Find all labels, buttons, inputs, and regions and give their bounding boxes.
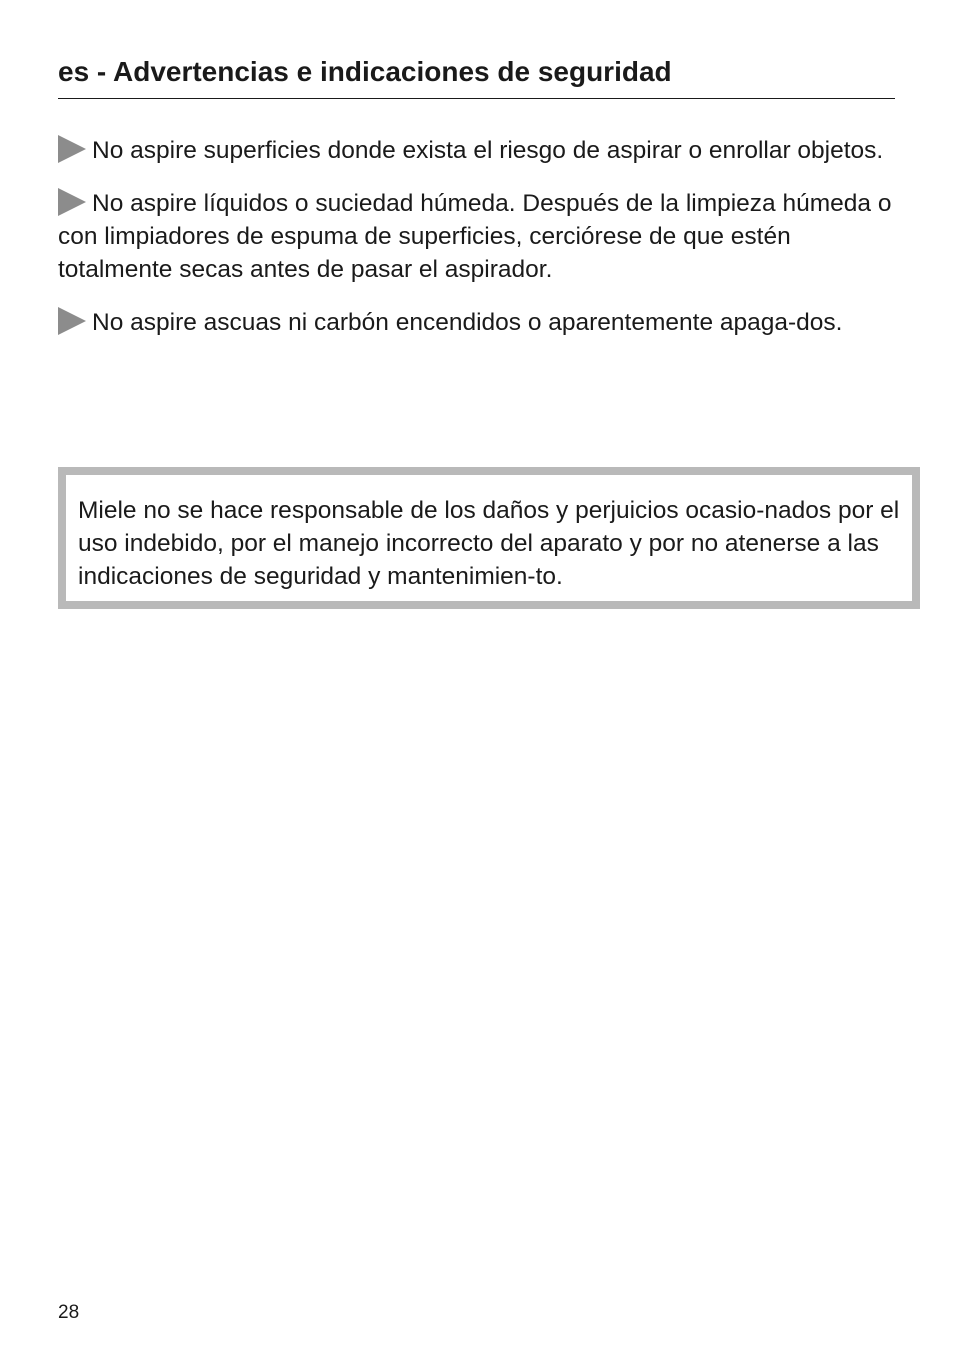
page-title: es - Advertencias e indicaciones de seguridad (58, 54, 895, 99)
arrow-right-icon (58, 188, 86, 216)
warning-text: No aspire líquidos o suciedad húmeda. Después de la limpieza húmeda o con limpiadores de espuma de superficies, cerciórese de que estén totalmente secas antes de pasar el aspirador. (58, 190, 892, 283)
warning-text: No aspire superficies donde exista el riesgo de aspirar o enrollar objetos. (92, 137, 884, 164)
page-number: 28 (58, 1302, 80, 1323)
warning-item (58, 187, 898, 286)
warning-item (58, 134, 898, 167)
arrow-right-icon (58, 307, 86, 335)
warning-text: No aspire ascuas ni carbón encendidos o aparentemente apaga-dos. (92, 309, 843, 336)
liability-notice-box (58, 467, 920, 609)
liability-notice-text: Miele no se hace responsable de los daños y perjuicios ocasio-nados por el uso indebido, por el manejo incorrecto del aparato y por no atenerse a las indicaciones de seguridad y mantenimien-to. (78, 497, 900, 590)
arrow-right-icon (58, 135, 86, 163)
warning-list (58, 134, 898, 359)
warning-item (58, 306, 898, 339)
